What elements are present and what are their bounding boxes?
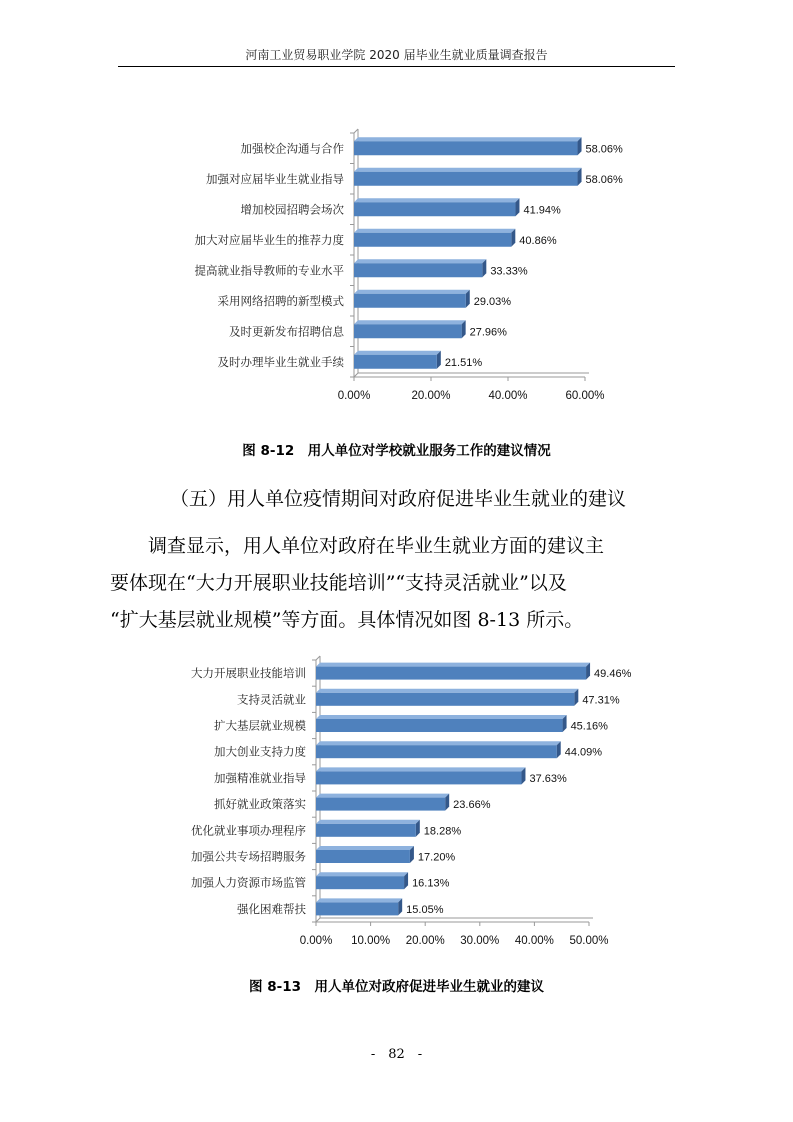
bar: [316, 741, 561, 758]
value-label: 21.51%: [444, 356, 483, 369]
bar: [316, 767, 525, 784]
bar-top: [316, 715, 567, 719]
bar-top: [316, 872, 408, 876]
category-label: 支持灵活就业: [237, 692, 306, 707]
page-header: 河南工业贸易职业学院 2020 届毕业生就业质量调查报告: [245, 48, 548, 62]
bar-face: [354, 294, 466, 308]
bar: [354, 320, 466, 338]
bar: [316, 715, 567, 732]
bar-top: [316, 767, 525, 771]
category-label: 扩大基层就业规模: [214, 718, 306, 733]
bar-face: [316, 667, 586, 680]
value-label: 33.33%: [490, 265, 528, 278]
category-label: 加强人力资源市场监管: [191, 875, 306, 890]
chart-figure-8-13: [0, 650, 793, 960]
x-tick-label: 0.00%: [337, 390, 371, 402]
bar-face: [354, 355, 437, 369]
bar: [316, 872, 408, 889]
category-label: 提高就业指导教师的专业水平: [194, 263, 344, 278]
bar: [316, 820, 420, 837]
bar-face: [354, 263, 482, 277]
x-tick-label: 40.00%: [488, 390, 528, 402]
category-label: 采用网络招聘的新型模式: [217, 293, 344, 308]
bar: [354, 168, 582, 186]
axis-depth-bottom: [316, 918, 320, 922]
bar: [316, 846, 414, 863]
bar-top: [354, 351, 441, 355]
category-label: 优化就业事项办理程序: [191, 823, 306, 838]
category-label: 抓好就业政策落实: [214, 797, 306, 812]
value-label: 40.86%: [519, 234, 557, 247]
value-label: 58.06%: [585, 173, 623, 186]
bar: [354, 290, 470, 308]
value-label: 41.94%: [523, 204, 561, 217]
x-tick-label: 40.00%: [514, 935, 554, 947]
value-label: 18.28%: [423, 825, 462, 838]
figure-8-12-caption: 图 8-12 用人单位对学校就业服务工作的建议情况: [242, 443, 551, 459]
x-tick-label: 20.00%: [405, 935, 445, 947]
value-label: 17.20%: [417, 851, 456, 864]
bar: [316, 898, 402, 915]
bar-face: [316, 693, 574, 706]
category-label: 及时更新发布招聘信息: [229, 324, 344, 339]
section-heading: （五）用人单位疫情期间对政府促进毕业生就业的建议: [170, 488, 627, 510]
paragraph-line-2: 要体现在“大力开展职业技能培训”“支持灵活就业”以及: [110, 572, 567, 594]
bar-top: [316, 741, 561, 745]
value-label: 58.06%: [585, 143, 623, 156]
header-rule: [118, 66, 675, 67]
bar: [354, 351, 441, 369]
body-paragraph: [110, 528, 700, 639]
bar-face: [354, 233, 511, 247]
figure-8-13-caption: 图 8-13 用人单位对政府促进毕业生就业的建议: [249, 979, 544, 995]
page-number: - 82 -: [370, 1047, 423, 1062]
paragraph-line-1: 调查显示，用人单位对政府在毕业生就业方面的建议主: [148, 535, 605, 557]
x-tick-label: 30.00%: [460, 935, 500, 947]
category-label: 增加校园招聘会场次: [240, 202, 344, 217]
value-label: 47.31%: [582, 694, 620, 707]
axis-depth-top: [316, 656, 320, 660]
category-label: 及时办理毕业生就业手续: [217, 354, 344, 369]
bar: [354, 137, 582, 155]
paragraph-line-3: “扩大基层就业规模”等方面。具体情况如图 8-13 所示。: [110, 609, 584, 631]
bar-top: [316, 820, 420, 824]
x-tick-label: 20.00%: [411, 390, 451, 402]
value-label: 15.05%: [406, 903, 444, 916]
bar-face: [316, 771, 521, 784]
x-tick-label: 60.00%: [565, 390, 605, 402]
bar-top: [354, 290, 470, 294]
bar-top: [316, 663, 590, 667]
value-label: 44.09%: [564, 746, 603, 759]
bar-top: [354, 259, 486, 263]
bar-top: [354, 168, 582, 172]
bar-face: [354, 141, 578, 155]
bar-top: [316, 689, 578, 693]
value-label: 37.63%: [529, 772, 567, 785]
value-label: 29.03%: [473, 295, 512, 308]
bar: [316, 794, 449, 811]
bar-face: [316, 719, 563, 732]
x-tick-label: 10.00%: [351, 935, 391, 947]
value-label: 45.16%: [570, 720, 608, 733]
bar-face: [354, 202, 515, 216]
chart-figure-8-12: [0, 118, 793, 418]
bar-top: [316, 794, 449, 798]
bar-face: [316, 798, 445, 811]
axis-depth-top: [354, 129, 358, 133]
bar: [354, 198, 519, 216]
value-label: 16.13%: [412, 877, 450, 890]
bar-top: [354, 320, 466, 324]
bar-face: [354, 324, 462, 338]
category-label: 强化困难帮扶: [237, 901, 306, 916]
bar-face: [354, 172, 578, 186]
category-label: 加强公共专场招聘服务: [191, 849, 306, 864]
bar-face: [316, 876, 404, 889]
category-label: 大力开展职业技能培训: [191, 666, 306, 681]
bar-top: [354, 229, 515, 233]
category-label: 加大对应届毕业生的推荐力度: [194, 232, 344, 247]
category-label: 加大创业支持力度: [214, 744, 306, 759]
bar-face: [316, 850, 410, 863]
bar-face: [316, 902, 398, 915]
bar: [316, 689, 578, 706]
value-label: 49.46%: [594, 668, 632, 681]
bar: [354, 259, 486, 277]
x-tick-label: 50.00%: [569, 935, 609, 947]
bar-top: [316, 846, 414, 850]
axis-depth-bottom: [354, 373, 358, 377]
bar: [354, 229, 515, 247]
bar: [316, 663, 590, 680]
value-label: 23.66%: [453, 799, 491, 812]
category-label: 加强精准就业指导: [214, 770, 306, 785]
value-label: 27.96%: [469, 326, 507, 339]
x-tick-label: 0.00%: [299, 935, 333, 947]
bar-face: [316, 824, 416, 837]
bar-face: [316, 745, 557, 758]
category-label: 加强对应届毕业生就业指导: [206, 171, 344, 186]
bar-top: [316, 898, 402, 902]
bar-top: [354, 198, 519, 202]
bar-top: [354, 137, 582, 141]
category-label: 加强校企沟通与合作: [240, 141, 344, 156]
